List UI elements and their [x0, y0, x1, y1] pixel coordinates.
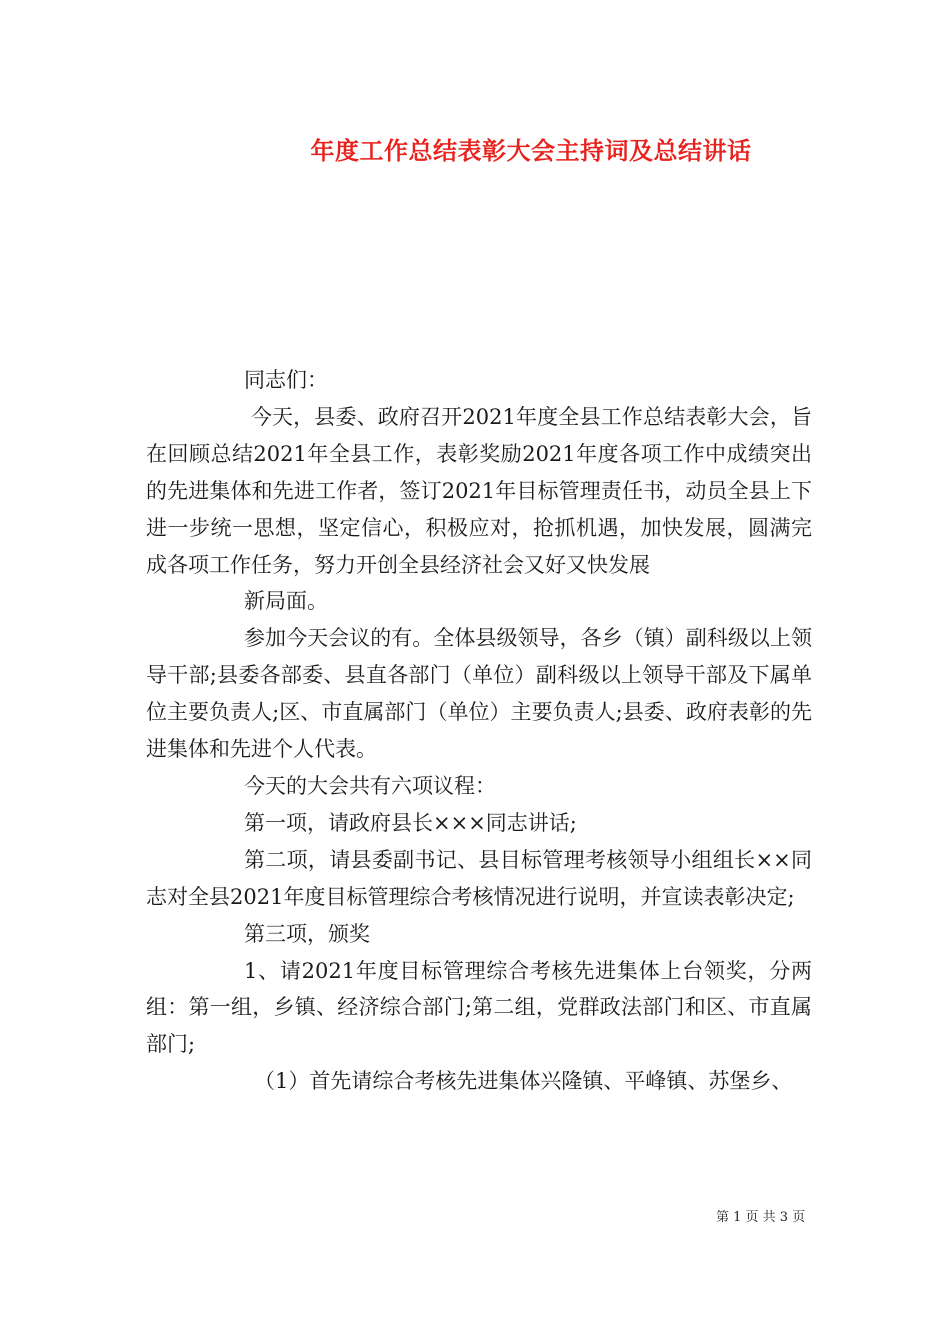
paragraph-salutation: 同志们：: [244, 368, 328, 392]
paragraph-opening-continued: 新局面。: [244, 589, 328, 614]
document-body: [146, 362, 812, 1100]
document-title: 年度工作总结表彰大会主持词及总结讲话: [310, 136, 752, 165]
paragraph-attendees: 参加今天会议的有。全体县级领导，各乡（镇）副科级以上领导干部;县委各部委、县直各部门（单位）副科级以上领导干部及下属单位主要负责人;区、市直属部门（单位）主要负责人;县委、政府表彰的先进集体和先进个人代表。: [146, 626, 812, 762]
paragraph-opening: 今天，县委、政府召开2021年度全县工作总结表彰大会，旨在回顾总结2021年全县工作，表彰奖励2021年度各项工作中成绩突出的先进集体和先进工作者，签订2021年目标管理责任书，动员全县上下进一步统一思想，坚定信心，积极应对，抢抓机遇，加快发展，圆满完成各项工作任务，努力开创全县经济社会又好又快发展: [146, 404, 812, 577]
paragraph-agenda-intro: 今天的大会共有六项议程：: [244, 773, 496, 798]
paragraph-award-step-1: 1、请2021年度目标管理综合考核先进集体上台领奖，分两组：第一组，乡镇、经济综合部门;第二组，党群政法部门和区、市直属部门;: [146, 958, 812, 1057]
paragraph-agenda-item-3: 第三项，颁奖: [244, 921, 370, 946]
paragraph-award-step-1-a: （1）首先请综合考核先进集体兴隆镇、平峰镇、苏堡乡、: [254, 1069, 793, 1094]
paragraph-agenda-item-1: 第一项，请政府县长×××同志讲话;: [244, 810, 577, 835]
paragraph-agenda-item-2: 第二项，请县委副书记、县目标管理考核领导小组组长××同志对全县2021年度目标管理综合考核情况进行说明，并宣读表彰决定;: [146, 847, 812, 909]
page-footer: 第 1 页 共 3 页: [716, 1210, 806, 1225]
